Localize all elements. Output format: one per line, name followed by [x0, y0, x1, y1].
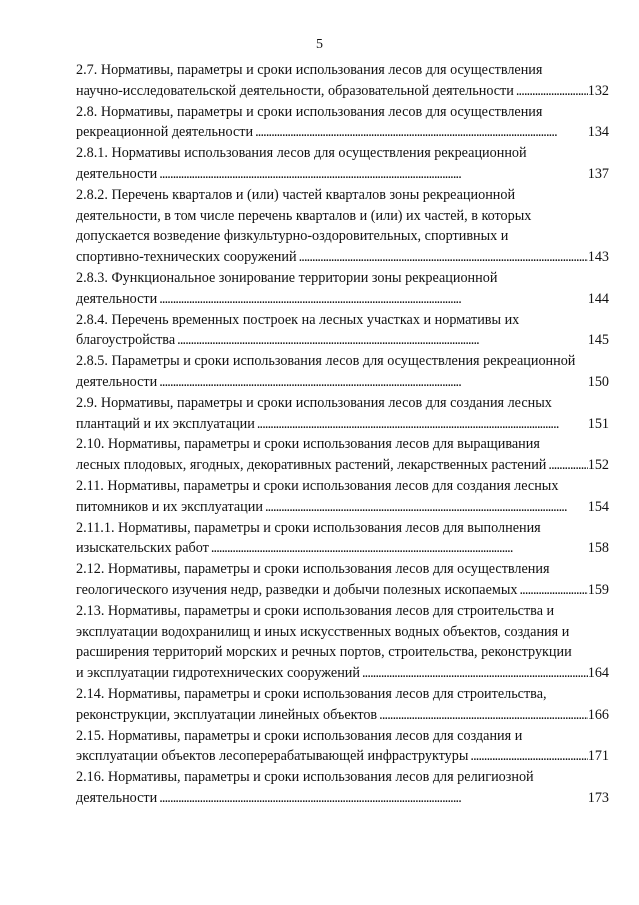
dot-leader	[157, 372, 588, 393]
toc-entry	[76, 476, 609, 518]
toc-entry-line: 2.11. Нормативы, параметры и сроки использования лесов для создания лесных	[76, 477, 559, 494]
toc-entry-line: 2.7. Нормативы, параметры и сроки использования лесов для осуществления	[76, 62, 543, 78]
toc-entry-line: 2.16. Нормативы, параметры и сроки использования лесов для религиозной	[76, 769, 534, 786]
toc-page-number: 152	[587, 457, 609, 474]
toc-entry-line: 2.8.1. Нормативы использования лесов для осуществления рекреационной	[76, 145, 527, 162]
toc-entry-line: 2.8.3. Функциональное зонирование территории зоны рекреационной	[76, 269, 498, 286]
toc-entry-last-line	[76, 455, 609, 476]
toc-entry-line: 2.8.2. Перечень кварталов и (или) частей кварталов зоны рекреационной	[76, 186, 516, 203]
dot-leader	[514, 81, 588, 102]
toc-entry-line: 2.10. Нормативы, параметры и сроки использования лесов для выращивания	[76, 436, 540, 453]
toc-entry-line: 2.8.5. Параметры и сроки использования лесов для осуществления рекреационной	[76, 353, 576, 370]
toc-entry	[76, 726, 609, 768]
dot-leader	[360, 663, 588, 684]
toc-entry-text: геологического изучения недр, разведки и добычи полезных ископаемых	[76, 581, 518, 598]
toc-entry-line: 2.14. Нормативы, параметры и сроки использования лесов для строительства,	[76, 685, 547, 702]
toc-entry	[76, 351, 609, 393]
toc-page-number: 150	[587, 373, 609, 390]
toc-entry-last-line	[76, 372, 609, 393]
toc-entry-last-line	[76, 164, 609, 185]
toc-entry	[76, 601, 609, 684]
dot-leader	[263, 497, 588, 518]
toc-entry	[76, 684, 609, 726]
toc-page-number: 154	[587, 498, 609, 515]
toc-entry-text: спортивно-технических сооружений	[76, 249, 297, 266]
toc-entry	[76, 393, 609, 435]
toc-entry-line: допускается возведение физкультурно-оздоровительных, спортивных и	[76, 228, 509, 245]
toc-entry-text: деятельности	[76, 373, 158, 390]
dot-leader	[157, 788, 588, 809]
toc-entry	[76, 518, 609, 560]
toc-entry-text: эксплуатации объектов лесоперерабатывающей инфраструктуры	[76, 748, 469, 765]
dot-leader	[157, 164, 588, 185]
page-number: 5	[316, 37, 323, 52]
toc-entry-last-line	[76, 414, 609, 435]
dot-leader	[175, 330, 588, 351]
toc-entry-last-line	[76, 746, 609, 767]
toc-entry	[76, 268, 609, 310]
table-of-contents	[76, 60, 609, 809]
toc-entry-last-line	[76, 788, 609, 809]
toc-page-number: 134	[587, 124, 609, 141]
toc-entry-text: деятельности	[76, 789, 158, 806]
toc-entry-last-line	[76, 538, 609, 559]
toc-page-number: 171	[587, 748, 609, 765]
toc-page-number: 158	[587, 540, 609, 557]
toc-page-number: 132	[587, 82, 609, 99]
toc-page-number: 151	[587, 415, 609, 432]
toc-entry-last-line	[76, 705, 609, 726]
toc-entry-line: 2.12. Нормативы, параметры и сроки использования лесов для осуществления	[76, 561, 550, 578]
toc-entry-line: расширения территорий морских и речных портов, строительства, реконструкции	[76, 644, 572, 661]
toc-entry-line: 2.13. Нормативы, параметры и сроки использования лесов для строительства и	[76, 602, 555, 619]
toc-entry	[76, 559, 609, 601]
toc-entry-text: и эксплуатации гидротехнических сооружений	[76, 665, 360, 682]
toc-entry-line: 2.8. Нормативы, параметры и сроки использования лесов для осуществления	[76, 103, 543, 120]
toc-page-number: 145	[587, 332, 609, 349]
toc-page-number: 143	[587, 249, 609, 266]
dot-leader	[546, 455, 587, 476]
toc-entry	[76, 60, 609, 102]
toc-page-number: 164	[587, 665, 609, 682]
toc-entry-text: питомников и их эксплуатации	[76, 498, 263, 515]
toc-entry-text: лесных плодовых, ягодных, декоративных растений, лекарственных растений	[76, 457, 547, 474]
toc-entry-text: рекреационной деятельности	[76, 124, 254, 141]
dot-leader	[157, 289, 588, 310]
toc-page-number: 166	[587, 706, 609, 723]
toc-entry-text: реконструкции, эксплуатации линейных объектов	[76, 706, 378, 723]
toc-entry-line: эксплуатации водохранилищ и иных искусственных водных объектов, создания и	[76, 623, 570, 640]
toc-entry-last-line	[76, 247, 609, 268]
dot-leader	[253, 122, 588, 143]
toc-entry-text: деятельности	[76, 290, 158, 307]
toc-entry-text: благоустройства	[76, 332, 176, 349]
toc-entry	[76, 767, 609, 809]
toc-entry	[76, 434, 609, 476]
toc-entry-text: деятельности	[76, 165, 158, 182]
toc-entry-line: 2.15. Нормативы, параметры и сроки использования лесов для создания и	[76, 727, 523, 744]
toc-entry-last-line	[76, 122, 609, 143]
toc-entry-text: плантаций и их эксплуатации	[76, 415, 255, 432]
toc-page-number: 137	[587, 165, 609, 182]
toc-page-number: 144	[587, 290, 609, 307]
toc-page-number: 159	[587, 581, 609, 598]
dot-leader	[517, 580, 587, 601]
dot-leader	[297, 247, 588, 268]
toc-entry	[76, 185, 609, 268]
dot-leader	[255, 414, 588, 435]
toc-entry-line: 2.9. Нормативы, параметры и сроки использования лесов для создания лесных	[76, 394, 552, 411]
toc-entry-last-line	[76, 497, 609, 518]
toc-entry-last-line	[76, 663, 609, 684]
toc-entry	[76, 310, 609, 352]
toc-entry-text: изыскательских работ	[76, 540, 209, 557]
toc-entry-last-line	[76, 289, 609, 310]
dot-leader	[377, 705, 588, 726]
dot-leader	[209, 538, 588, 559]
toc-page-number: 173	[587, 789, 609, 806]
toc-entry	[76, 143, 609, 185]
toc-entry-line: 2.8.4. Перечень временных построек на лесных участках и нормативы их	[76, 311, 520, 328]
toc-entry-last-line	[76, 330, 609, 351]
toc-entry-line: 2.11.1. Нормативы, параметры и сроки использования лесов для выполнения	[76, 519, 541, 536]
toc-entry-last-line	[76, 81, 609, 102]
toc-entry-line: деятельности, в том числе перечень кварталов и (или) их частей, в которых	[76, 207, 532, 224]
toc-entry-last-line	[76, 580, 609, 601]
toc-entry-text: научно-исследовательской деятельности, образовательной деятельности	[76, 82, 514, 99]
dot-leader	[468, 746, 587, 767]
toc-entry	[76, 102, 609, 144]
